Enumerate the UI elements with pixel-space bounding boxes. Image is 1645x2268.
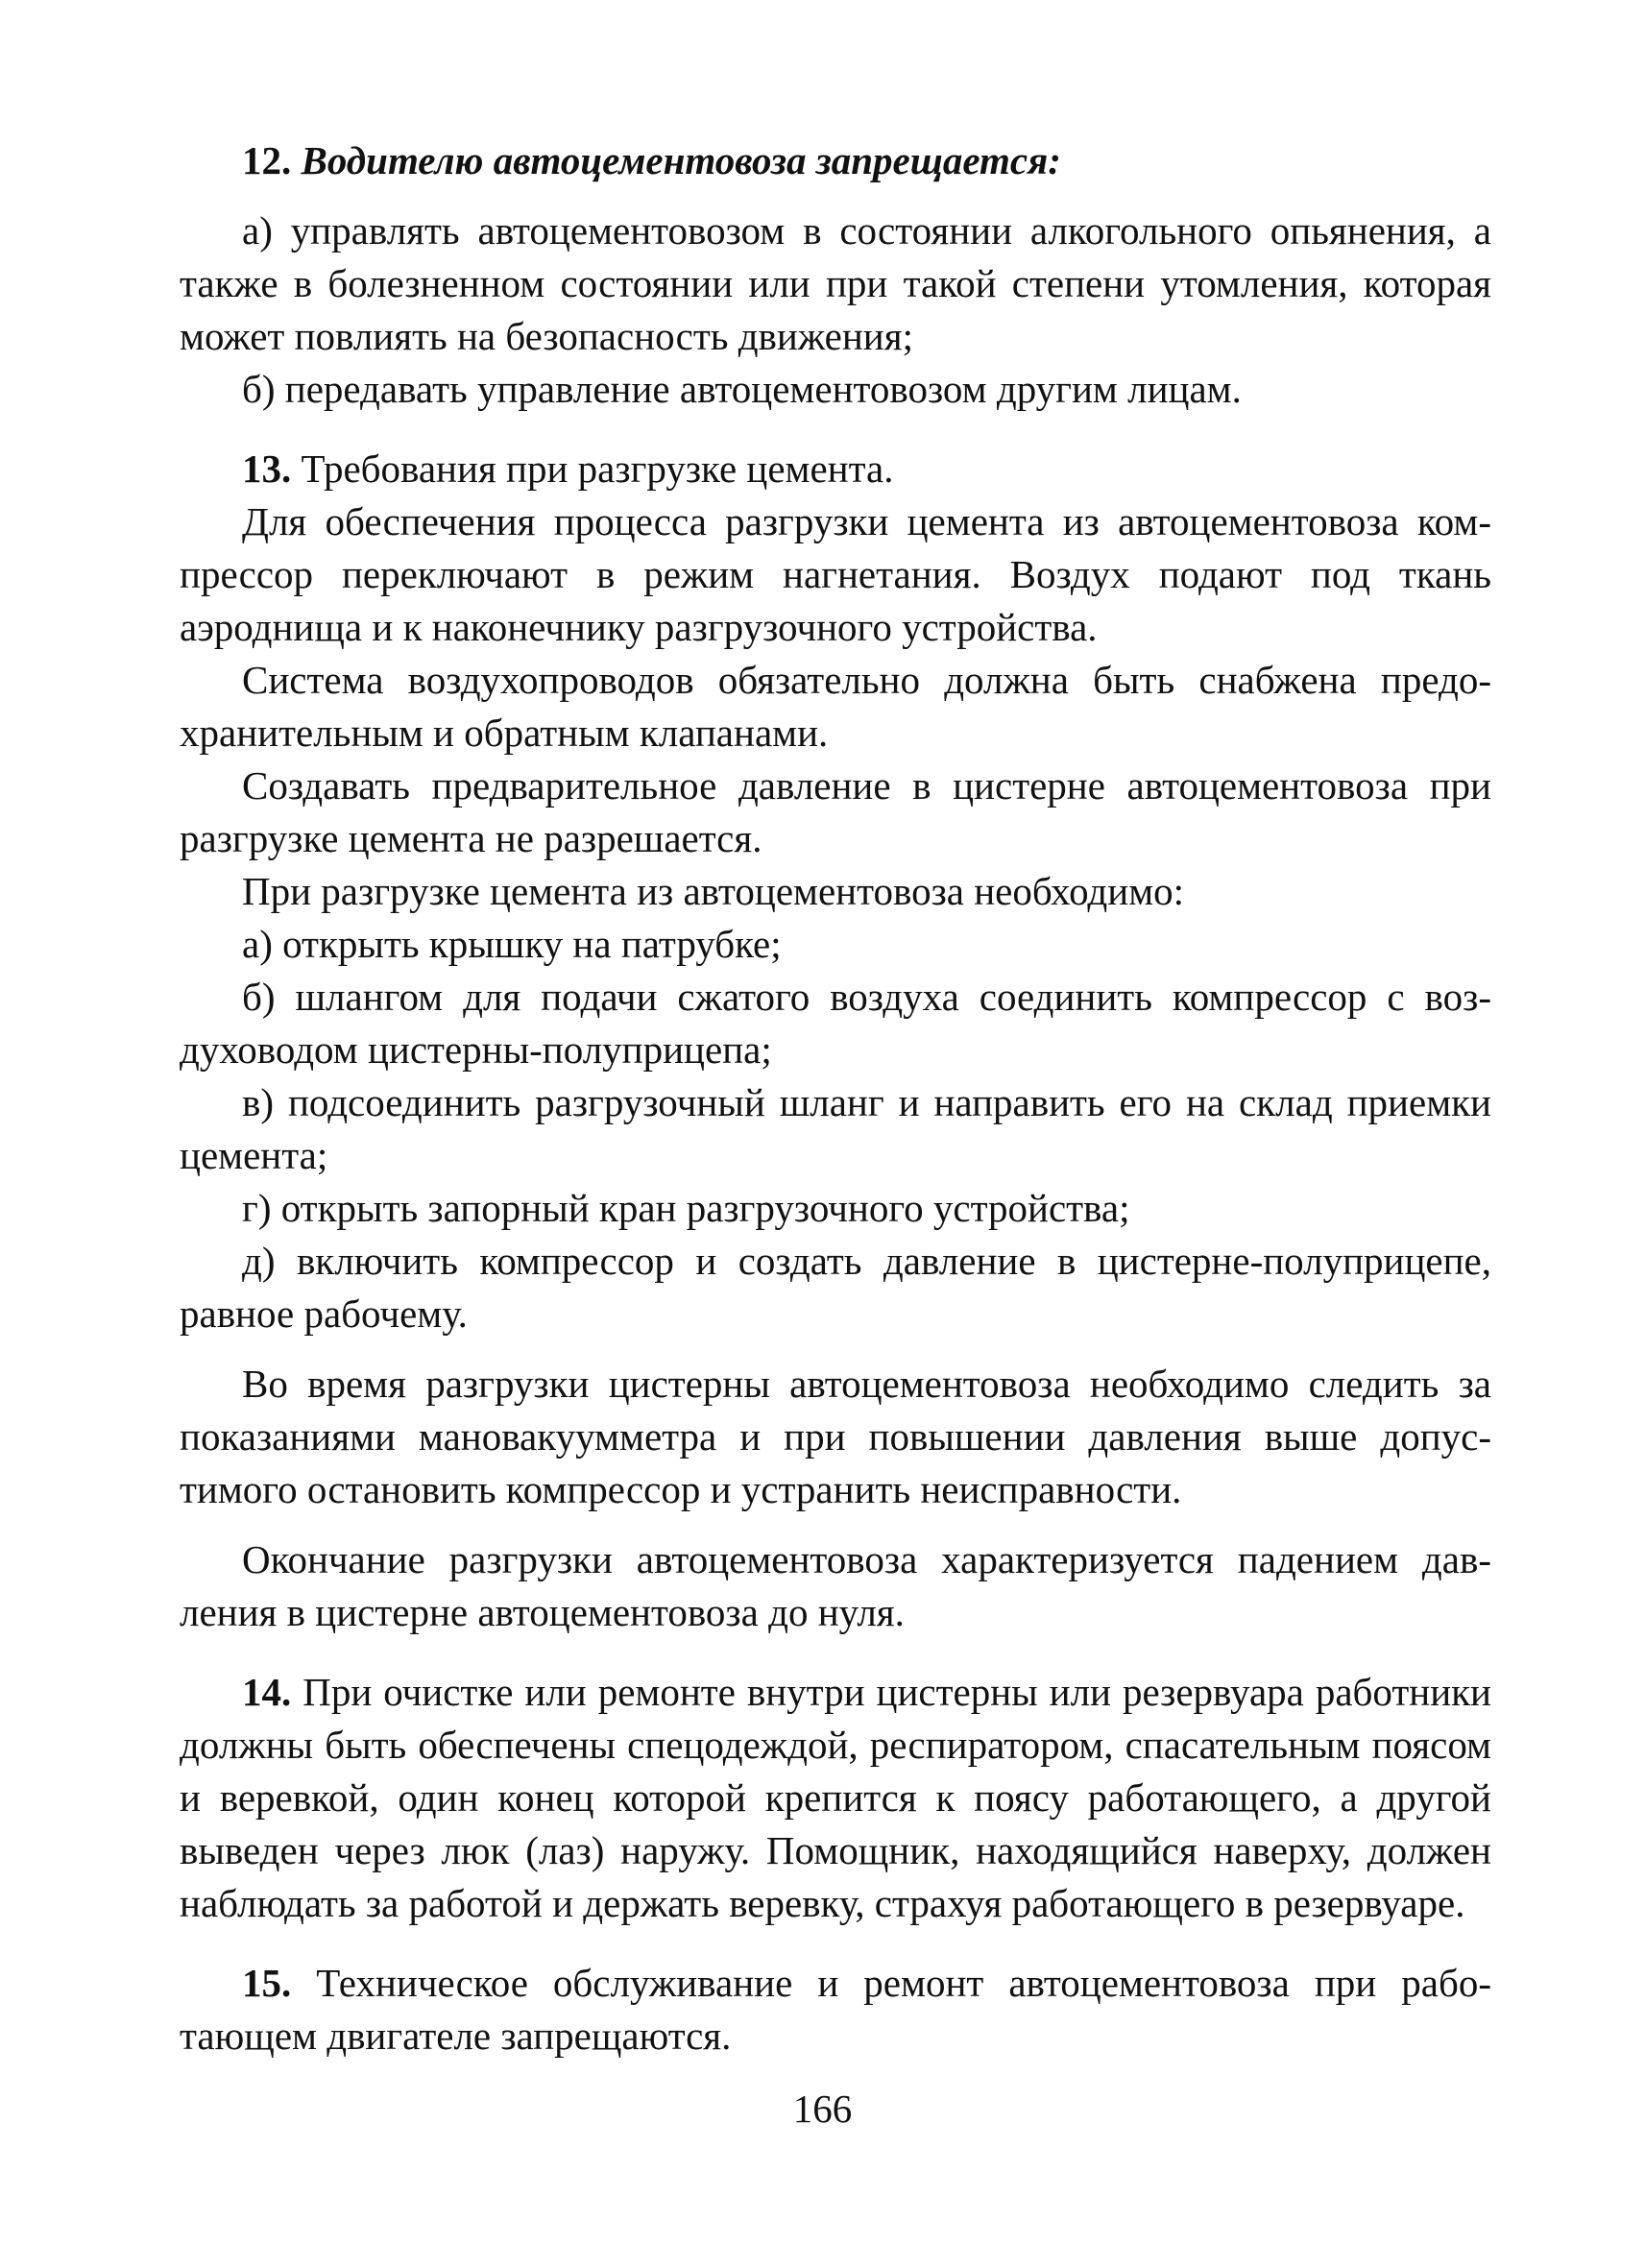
- section-15-text: Техническое обслуживание и ремонт автоцементовоза при работающем двигателе запрещаются.: [180, 1961, 1492, 2058]
- page-number: 166: [792, 2087, 853, 2131]
- section-14-paragraph: [180, 1666, 1491, 1930]
- section-12-item-a: а) управлять автоцементовозом в состоянии алкогольного опьянения, а также в болезненном состоянии или при такой степени утомления, которая может повлиять на безопасность движения;: [180, 208, 1491, 358]
- section-15-number: 15.: [242, 1961, 292, 2005]
- section-13-paragraph-3: Создавать предварительное давление в цистерне автоцементовоза при разгрузке цемента не разрешается.: [180, 763, 1491, 860]
- section-14-text: При очистке или ремонте внутри цистерны или резервуара работники должны быть обеспечены спецодеждой, респиратором, спасательным поясом и веревкой, один конец которой крепится к поясу работающего, а другой выведен через люк (лаз) наружу. Помощник, находящийся наверху, должен наблюдать за работой и держать веревку, страхуя работающего в резервуаре.: [180, 1670, 1492, 1925]
- page-body: [180, 134, 1491, 2063]
- section-14-number: 14.: [242, 1670, 292, 1714]
- section-12-number: 12.: [242, 138, 292, 182]
- section-12-heading: [180, 134, 1491, 187]
- section-13-item-b: б) шлангом для подачи сжатого воздуха соединить компрессор с воздуховодом цистерны-полуприцепа;: [180, 975, 1491, 1072]
- section-13-paragraph-6: Окончание разгрузки автоцементовоза характеризуется падением давления в цистерне автоцементовоза до нуля.: [180, 1537, 1491, 1634]
- section-13-heading: [180, 443, 1491, 495]
- section-13-title: Требования при разгрузке цемента.: [301, 446, 894, 491]
- section-13-item-a: а) открыть крышку на патрубке;: [242, 922, 782, 966]
- section-13-paragraph-5: Во время разгрузки цистерны автоцементовоза необходимо следить за показаниями мановакуумметра и при повышении давления выше допустимого остановить компрессор и устранить неисправности.: [180, 1362, 1491, 1511]
- section-13-paragraph-1: Для обеспечения процесса разгрузки цемента из автоцементовоза компрессор переключают в режим нагнетания. Воздух подают под ткань аэроднища и к наконечнику разгрузочного устройства.: [180, 499, 1491, 649]
- section-13-paragraph-4: При разгрузке цемента из автоцементовоза необходимо:: [242, 869, 1185, 913]
- section-15-paragraph: [180, 1957, 1491, 2063]
- section-12-item-b: б) передавать управление автоцементовозом другим лицам.: [242, 367, 1242, 411]
- section-13-item-v: в) подсоединить разгрузочный шланг и направить его на склад приемки цемента;: [180, 1080, 1491, 1177]
- section-12-title: Водителю автоцементовоза запрещается:: [301, 138, 1061, 182]
- section-13-item-g: г) открыть запорный кран разгрузочного устройства;: [242, 1186, 1130, 1230]
- section-13-paragraph-2: Система воздухопроводов обязательно должна быть снабжена предохранительным и обратным клапанами.: [180, 658, 1491, 755]
- section-13-item-d: д) включить компрессор и создать давление в цистерне-полуприцепе, равное рабочему.: [180, 1239, 1491, 1336]
- section-13-number: 13.: [242, 446, 292, 491]
